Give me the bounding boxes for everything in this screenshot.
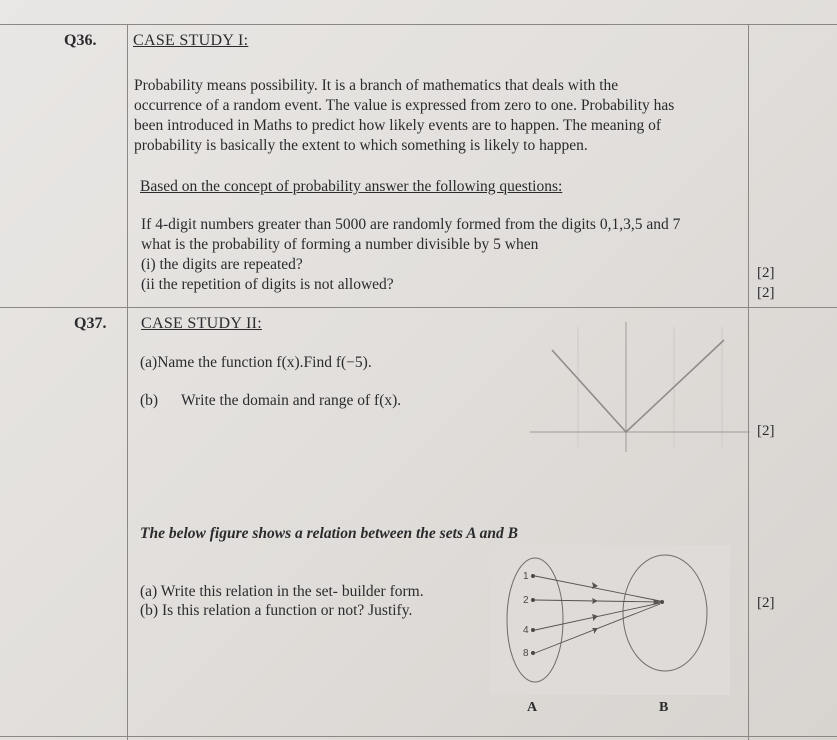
question-number-36: Q36. [64,32,97,49]
intro-line: occurrence of a random event. The value is expressed from zero to one. Probability has [134,97,675,114]
marks-part-i: [2] [757,265,775,281]
intro-line: been introduced in Maths to predict how likely events are to happen. The meaning of [134,117,661,134]
part-b-label: (b) [140,392,159,409]
table-bottom-border [0,736,837,737]
instruction-text: Based on the concept of probability answer the following questions: [140,178,563,195]
set-a-label: A [527,700,538,715]
case-study-2-heading: CASE STUDY II: [141,315,262,332]
question-line: If 4-digit numbers greater than 5000 are randomly formed from the digits 0,1,3,5 and 7 [141,216,681,233]
probability-intro-paragraph [134,76,674,156]
element-dot [531,651,535,655]
intro-line: Probability means possibility. It is a branch of mathematics that deals with the [134,77,619,94]
set-a-element: 4 [523,625,529,636]
relation-arrow-diagram [490,545,730,695]
relation-part-b: (b) Is this relation a function or not? Justify. [140,602,413,619]
set-b-label: B [659,700,669,715]
part-ii-text: (ii the repetition of digits is not allowed? [141,276,394,293]
row-divider [0,307,837,308]
question-line: what is the probability of forming a number divisible by 5 when [141,236,539,253]
element-dot [531,628,535,632]
part-b-domain-range-question: Write the domain and range of f(x). [181,392,402,409]
graph-grid [578,327,722,447]
relation-heading: The below figure shows a relation between the sets A and B [140,525,518,542]
diagram-background [490,545,730,695]
element-dot [531,574,535,578]
probability-question [141,215,680,295]
marks-graph-question: [2] [757,423,775,439]
set-a-element: 1 [523,571,529,582]
set-b-element-dot [660,600,664,604]
case-study-1-heading: CASE STUDY I: [133,32,249,49]
part-a-function-question: (a)Name the function f(x).Find f(−5). [140,354,372,371]
column-divider [127,24,128,740]
part-i-text: (i) the digits are repeated? [141,256,303,273]
question-number-37: Q37. [74,315,107,332]
element-dot [531,598,535,602]
relation-part-a: (a) Write this relation in the set- builder form. [140,583,424,600]
set-a-element: 8 [523,648,529,659]
marks-relation-question: [2] [757,595,775,611]
set-a-element: 2 [523,595,529,606]
absolute-value-graph [530,322,750,452]
marks-part-ii: [2] [757,285,775,301]
table-top-border [0,24,837,25]
intro-line: probability is basically the extent to which something is likely to happen. [134,137,588,154]
